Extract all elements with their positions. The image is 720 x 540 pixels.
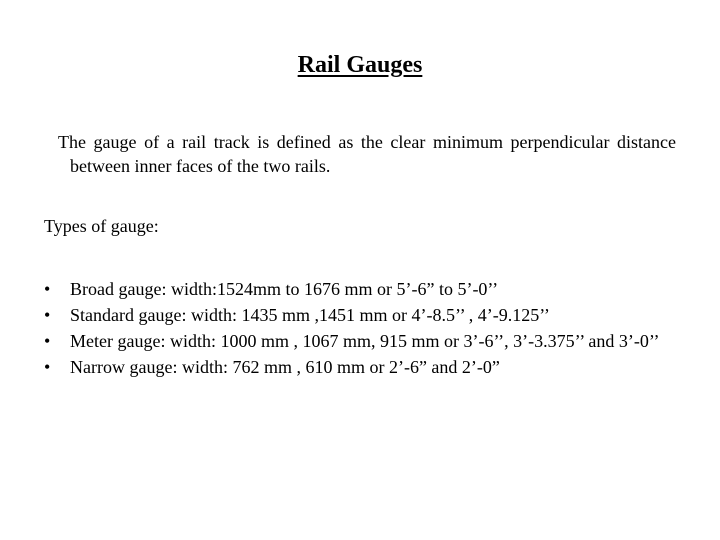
page-title: Rail Gauges	[297, 52, 423, 78]
list-item	[44, 357, 684, 378]
bullet-icon: •	[44, 331, 51, 351]
bullet-icon: •	[44, 357, 51, 377]
gauge-standard-text: Standard gauge: width: 1435 mm ,1451 mm or 4’-8.5’’ , 4’-9.125’’	[70, 305, 550, 325]
gauge-broad-text: Broad gauge: width:1524mm to 1676 mm or 5’-6” to 5’-0’’	[70, 279, 499, 299]
definition-paragraph: The gauge of a rail track is defined as the clear minimum perpendicular distance between inner faces of the two rails.	[58, 132, 676, 176]
gauge-list	[44, 279, 684, 383]
list-item	[44, 305, 684, 326]
types-of-gauge-label: Types of gauge:	[44, 216, 159, 236]
gauge-meter-text: Meter gauge: width: 1000 mm , 1067 mm, 915 mm or 3’-6’’, 3’-3.375’’ and 3’-0’’	[70, 331, 660, 351]
list-item	[44, 279, 684, 300]
gauge-narrow-text: Narrow gauge: width: 762 mm , 610 mm or 2’-6” and 2’-0”	[70, 357, 500, 377]
bullet-icon: •	[44, 305, 51, 325]
list-item	[44, 331, 684, 352]
bullet-icon: •	[44, 279, 51, 299]
